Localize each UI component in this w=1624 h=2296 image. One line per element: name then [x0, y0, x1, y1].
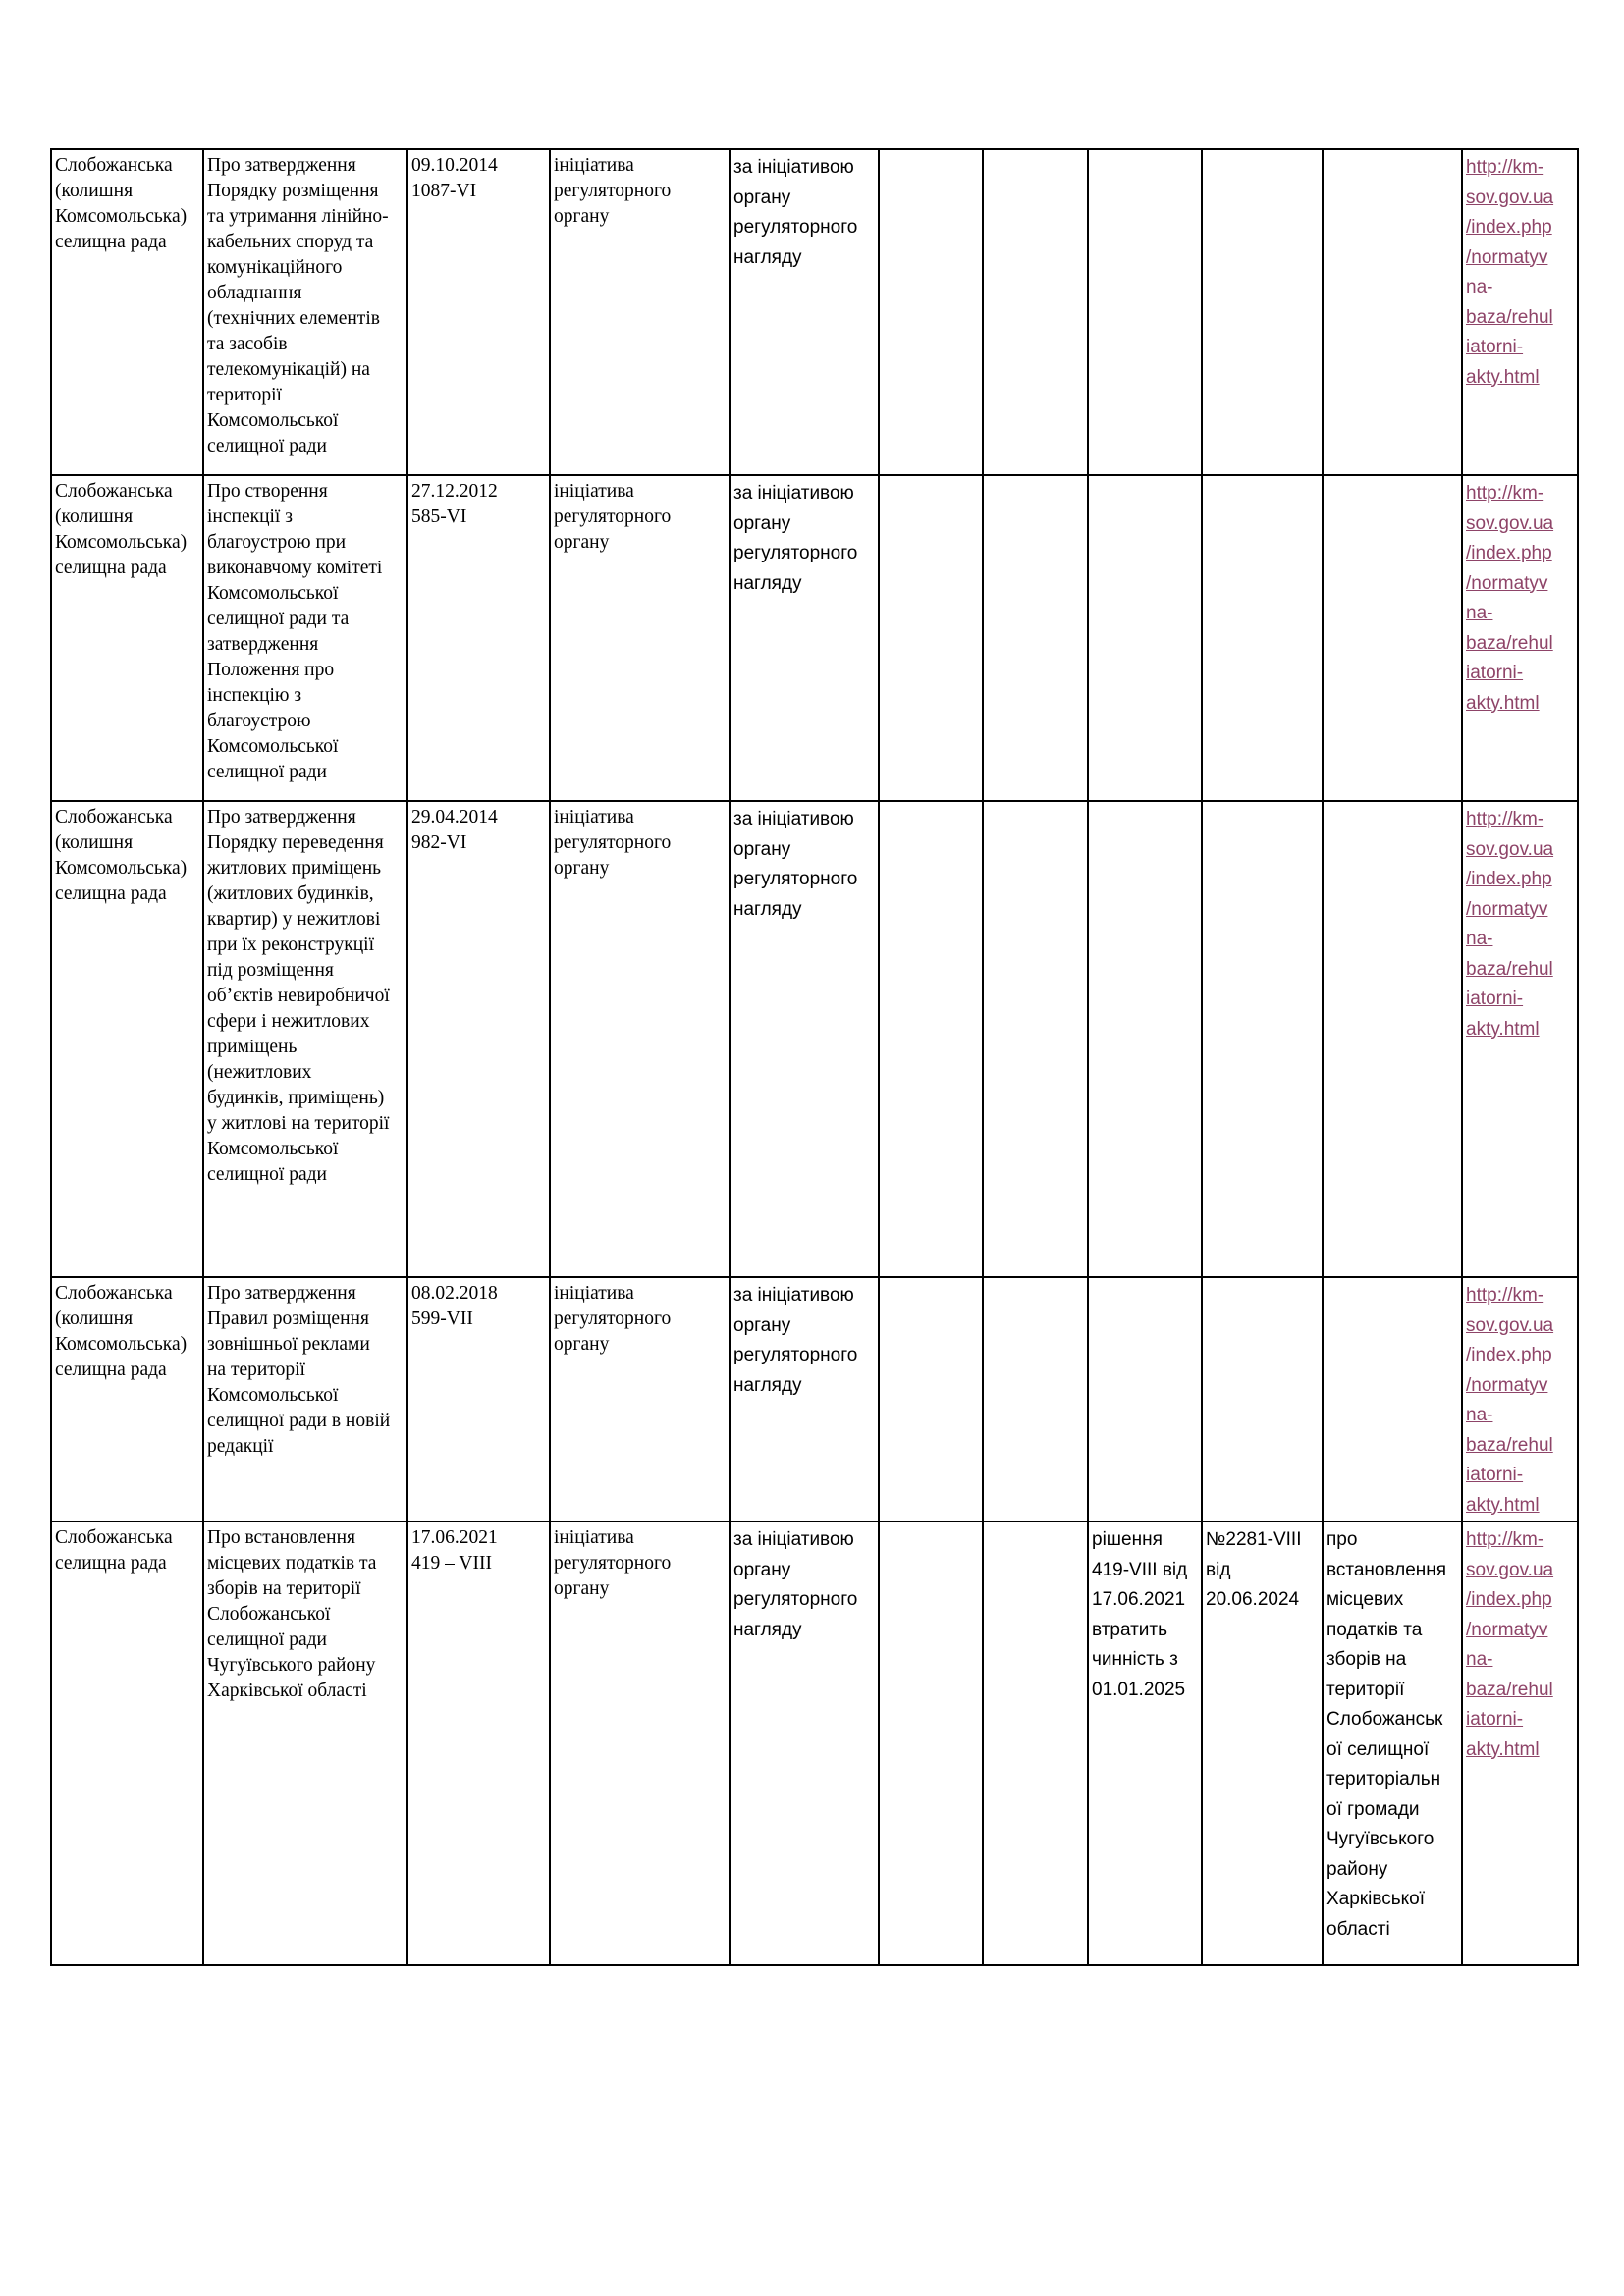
validity-cell: [1088, 475, 1202, 801]
authority-cell: Слобожанська (колишня Комсомольська) селищна рада: [51, 1277, 203, 1522]
validity-cell: [1088, 1277, 1202, 1522]
empty-cell: [983, 1522, 1088, 1965]
basis-cell: за ініціативою органу регуляторного нагляду: [730, 801, 879, 1277]
new-decision-title-cell: [1323, 1277, 1462, 1522]
link-cell: [1462, 475, 1578, 801]
validity-cell: [1088, 801, 1202, 1277]
validity-cell: рішення 419-VIII від 17.06.2021 втратить чинність з 01.01.2025: [1088, 1522, 1202, 1965]
initiative-cell: ініціатива регуляторного органу: [550, 149, 730, 475]
empty-cell: [983, 149, 1088, 475]
regulatory-acts-link[interactable]: http://km- sov.gov.ua /index.php /normatyv na- baza/rehul iatorni- akty.html: [1466, 1285, 1554, 1516]
empty-cell: [879, 475, 983, 801]
new-decision-cell: №2281-VIII від 20.06.2024: [1202, 1522, 1323, 1965]
authority-cell: Слобожанська (колишня Комсомольська) селищна рада: [51, 475, 203, 801]
link-cell: [1462, 1277, 1578, 1522]
new-decision-cell: [1202, 1277, 1323, 1522]
regulatory-acts-table: [50, 148, 1579, 1966]
initiative-cell: ініціатива регуляторного органу: [550, 1277, 730, 1522]
title-cell: Про встановлення місцевих податків та зборів на території Слобожанської селищної ради Чугуївського району Харківської області: [203, 1522, 407, 1965]
link-cell: [1462, 801, 1578, 1277]
table-row: [51, 149, 1578, 475]
empty-cell: [879, 1277, 983, 1522]
date-number-cell: 27.12.2012 585-VI: [407, 475, 550, 801]
new-decision-cell: [1202, 475, 1323, 801]
new-decision-title-cell: про встановлення місцевих податків та зборів на території Слобожанськ ої селищної територіальн ої громади Чугуївського району Харківської області: [1323, 1522, 1462, 1965]
authority-cell: Слобожанська (колишня Комсомольська) селищна рада: [51, 149, 203, 475]
basis-cell: за ініціативою органу регуляторного нагляду: [730, 1277, 879, 1522]
regulatory-acts-link[interactable]: http://km- sov.gov.ua /index.php /normatyv na- baza/rehul iatorni- akty.html: [1466, 1529, 1554, 1760]
new-decision-cell: [1202, 801, 1323, 1277]
initiative-cell: ініціатива регуляторного органу: [550, 801, 730, 1277]
regulatory-acts-link[interactable]: http://km- sov.gov.ua /index.php /normatyv na- baza/rehul iatorni- akty.html: [1466, 483, 1554, 714]
title-cell: Про створення інспекції з благоустрою при виконавчому комітеті Комсомольської селищної ради та затвердження Положення про інспекцію з благоустрою Комсомольської селищної ради: [203, 475, 407, 801]
new-decision-title-cell: [1323, 475, 1462, 801]
title-cell: Про затвердження Порядку розміщення та утримання лінійно- кабельних споруд та комунікаційного обладнання (технічних елементів та засобів телекомунікацій) на території Комсомольської селищної ради: [203, 149, 407, 475]
table-row: [51, 801, 1578, 1277]
basis-cell: за ініціативою органу регуляторного нагляду: [730, 149, 879, 475]
new-decision-cell: [1202, 149, 1323, 475]
table-row: [51, 1522, 1578, 1965]
empty-cell: [983, 801, 1088, 1277]
empty-cell: [983, 475, 1088, 801]
date-number-cell: 17.06.2021 419 – VIII: [407, 1522, 550, 1965]
empty-cell: [879, 801, 983, 1277]
title-cell: Про затвердження Правил розміщення зовнішньої реклами на території Комсомольської селищної ради в новій редакції: [203, 1277, 407, 1522]
new-decision-title-cell: [1323, 801, 1462, 1277]
authority-cell: Слобожанська (колишня Комсомольська) селищна рада: [51, 801, 203, 1277]
empty-cell: [879, 1522, 983, 1965]
basis-cell: за ініціативою органу регуляторного нагляду: [730, 1522, 879, 1965]
title-cell: Про затвердження Порядку переведення житлових приміщень (житлових будинків, квартир) у нежитлові при їх реконструкції під розміщення об’єктів невиробничої сфери і нежитлових приміщень (нежитлових будинків, приміщень) у житлові на території Комсомольської селищної ради: [203, 801, 407, 1277]
authority-cell: Слобожанська селищна рада: [51, 1522, 203, 1965]
validity-cell: [1088, 149, 1202, 475]
date-number-cell: 29.04.2014 982-VI: [407, 801, 550, 1277]
regulatory-acts-link[interactable]: http://km- sov.gov.ua /index.php /normatyv na- baza/rehul iatorni- akty.html: [1466, 157, 1554, 388]
link-cell: [1462, 149, 1578, 475]
basis-cell: за ініціативою органу регуляторного нагляду: [730, 475, 879, 801]
initiative-cell: ініціатива регуляторного органу: [550, 475, 730, 801]
new-decision-title-cell: [1323, 149, 1462, 475]
date-number-cell: 08.02.2018 599-VII: [407, 1277, 550, 1522]
date-number-cell: 09.10.2014 1087-VI: [407, 149, 550, 475]
table-row: [51, 1277, 1578, 1522]
table-row: [51, 475, 1578, 801]
empty-cell: [983, 1277, 1088, 1522]
initiative-cell: ініціатива регуляторного органу: [550, 1522, 730, 1965]
empty-cell: [879, 149, 983, 475]
regulatory-acts-link[interactable]: http://km- sov.gov.ua /index.php /normatyv na- baza/rehul iatorni- akty.html: [1466, 809, 1554, 1040]
link-cell: [1462, 1522, 1578, 1965]
